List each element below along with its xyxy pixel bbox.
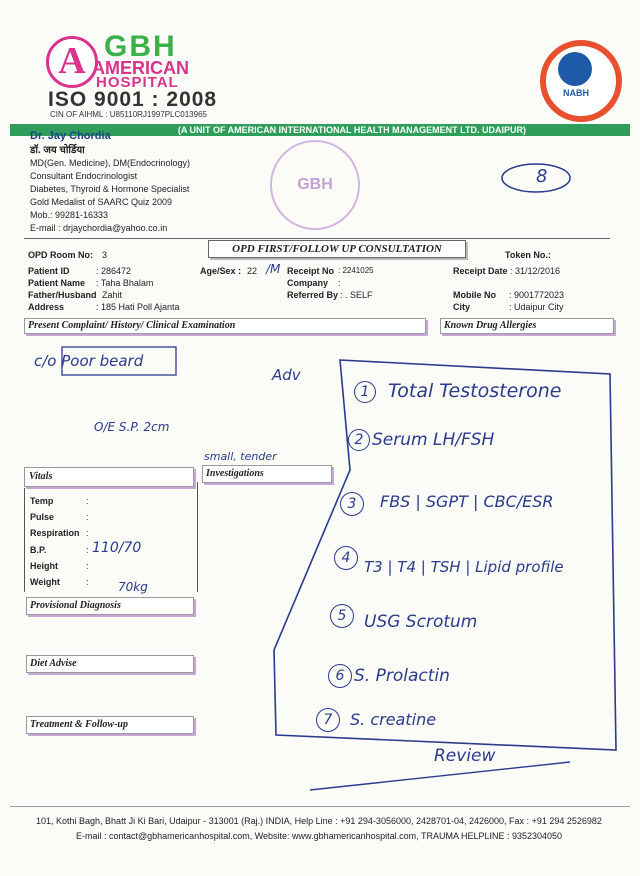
- investigation-item-6: S. Prolactin: [354, 666, 450, 686]
- address-label: Address: [28, 302, 65, 312]
- item-number-6: 6: [328, 664, 352, 688]
- complaint-section: [24, 318, 426, 334]
- doctor-specialty: Diabetes, Thyroid & Hormone Specialist: [30, 184, 190, 194]
- provisional-title: Provisional Diagnosis: [30, 600, 121, 611]
- investigation-item-5: USG Scrotum: [364, 612, 478, 632]
- patient-id-value: : 286472: [96, 266, 132, 276]
- receipt-label: Receipt No: [287, 266, 335, 276]
- height-label: Height: [30, 561, 58, 571]
- investigation-item-2: Serum LH/FSH: [372, 430, 495, 450]
- patient-id-label: Patient ID: [28, 266, 70, 276]
- item-number-7: 7: [316, 708, 340, 732]
- investigation-item-7: S. creatine: [350, 710, 437, 729]
- weight-value: 70kg: [118, 580, 148, 594]
- complaint-title: Present Complaint/ History/ Clinical Examination: [28, 320, 236, 331]
- unit-banner-text: (A UNIT OF AMERICAN INTERNATIONAL HEALTH MANAGEMENT LTD. UDAIPUR): [177, 125, 526, 135]
- referred-value: : . SELF: [340, 290, 373, 300]
- doctor-email: E-mail : drjaychordia@yahoo.co.in: [30, 223, 168, 233]
- bp-value: 110/70: [92, 540, 142, 556]
- exam-note-1: O/E S.P. 2cm: [94, 420, 170, 434]
- company-label: Company: [287, 278, 329, 288]
- doctor-qualification: MD(Gen. Medicine), DM(Endocrinology): [30, 158, 191, 168]
- iso-certification: ISO 9001 : 2008: [48, 88, 218, 111]
- mobile-label: Mobile No: [453, 290, 496, 300]
- item-number-5: 5: [330, 604, 354, 628]
- sex-value: /M: [266, 262, 281, 276]
- item-number-4: 4: [334, 546, 358, 570]
- age-sex-label: Age/Sex :: [200, 266, 242, 276]
- nabh-emblem-icon: [558, 52, 592, 86]
- footer-address: 101, Kothi Bagh, Bhatt Ji Ki Bari, Udaipur - 313001 (Raj.) INDIA, Help Line : +91 294-3056000, 2428701-04, 2426000, Fax : +91 294 2526982: [36, 816, 602, 826]
- investigation-item-3: FBS | SGPT | CBC/ESR: [380, 492, 554, 511]
- respiration-colon: :: [86, 528, 89, 538]
- item-number-3: 3: [340, 492, 364, 516]
- exam-note-2: small, tender: [204, 450, 277, 463]
- pulse-colon: :: [86, 512, 89, 522]
- vitals-section: [24, 467, 194, 487]
- item-number-1: 1: [354, 381, 376, 403]
- height-colon: :: [86, 561, 89, 571]
- doctor-title: Consultant Endocrinologist: [30, 171, 138, 181]
- patient-name-value: : Taha Bhalam: [96, 278, 154, 288]
- nabh-label: NABH: [563, 88, 589, 98]
- cin-number: CIN OF AIHML : U85110RJ1997PLC013965: [50, 110, 207, 119]
- treatment-title: Treatment & Follow-up: [30, 719, 128, 730]
- treatment-section: [26, 716, 194, 734]
- respiration-label: Respiration: [30, 528, 80, 538]
- investigations-title: Investigations: [206, 468, 264, 479]
- token-handwritten: 8: [536, 166, 548, 187]
- advice-label: Adv: [272, 366, 301, 384]
- opd-room-value: 3: [102, 250, 108, 260]
- diet-title: Diet Advise: [30, 658, 77, 669]
- review-signature: Review: [434, 746, 496, 766]
- allergies-section: [440, 318, 614, 334]
- patient-name-label: Patient Name: [28, 278, 86, 288]
- receipt-date-value: : 31/12/2016: [510, 266, 561, 276]
- clinic-stamp: GBH: [270, 140, 360, 230]
- referred-label: Referred By: [287, 290, 339, 300]
- allergies-title: Known Drug Allergies: [444, 320, 537, 331]
- diet-section: [26, 655, 194, 673]
- token-label: Token No.:: [505, 250, 551, 260]
- receipt-date-label: Receipt Date: [453, 266, 508, 276]
- form-title: OPD FIRST/FOLLOW UP CONSULTATION: [208, 240, 466, 258]
- investigation-item-4: T3 | T4 | TSH | Lipid profile: [364, 558, 564, 576]
- footer-divider: [10, 806, 630, 807]
- vitals-divider: [197, 482, 198, 592]
- city-value: : Udaipur City: [509, 302, 564, 312]
- city-label: City: [453, 302, 471, 312]
- doctor-award: Gold Medalist of SAARC Quiz 2009: [30, 197, 173, 207]
- weight-label: Weight: [30, 577, 60, 587]
- brand-gbh: GBH: [104, 30, 177, 63]
- temp-colon: :: [86, 496, 89, 506]
- father-value: Zahit: [102, 290, 123, 300]
- vitals-left-border: [24, 488, 25, 592]
- brand-hospital: HOSPITAL: [96, 74, 179, 91]
- item-number-2: 2: [348, 429, 370, 451]
- receipt-value: : 2241025: [338, 266, 374, 275]
- complaint-box-icon: [60, 345, 180, 379]
- address-value: : 185 Hati Poll Ajanta: [96, 302, 180, 312]
- doctor-name-hindi: डॉ. जय चोर्डिया: [30, 145, 85, 156]
- bp-label: B.P.: [30, 545, 47, 555]
- provisional-section: [26, 597, 194, 615]
- pulse-label: Pulse: [30, 512, 55, 522]
- opd-room-label: OPD Room No:: [28, 250, 93, 260]
- divider-top: [24, 238, 610, 239]
- hospital-logo-icon: A: [46, 36, 98, 88]
- vitals-title: Vitals: [29, 471, 53, 482]
- complaint-handwritten: c/o Poor beard: [34, 352, 144, 370]
- investigation-item-1: Total Testosterone: [388, 380, 562, 402]
- temp-label: Temp: [30, 496, 54, 506]
- doctor-name: Dr. Jay Chordia: [30, 130, 111, 142]
- brand-american: AMERICAN: [92, 58, 189, 78]
- company-value: :: [338, 278, 341, 288]
- footer-contact: E-mail : contact@gbhamericanhospital.com, Website: www.gbhamericanhospital.com, TRAUMA HELPLINE : 9352304050: [76, 831, 563, 841]
- investigation-box-icon: [270, 350, 620, 810]
- mobile-value: : 9001772023: [509, 290, 565, 300]
- age-value: 22: [247, 266, 258, 276]
- doctor-mobile: Mob.: 99281-16333: [30, 210, 109, 220]
- weight-colon: :: [86, 577, 89, 587]
- bp-colon: :: [86, 545, 89, 555]
- father-label: Father/Husband: [28, 290, 97, 300]
